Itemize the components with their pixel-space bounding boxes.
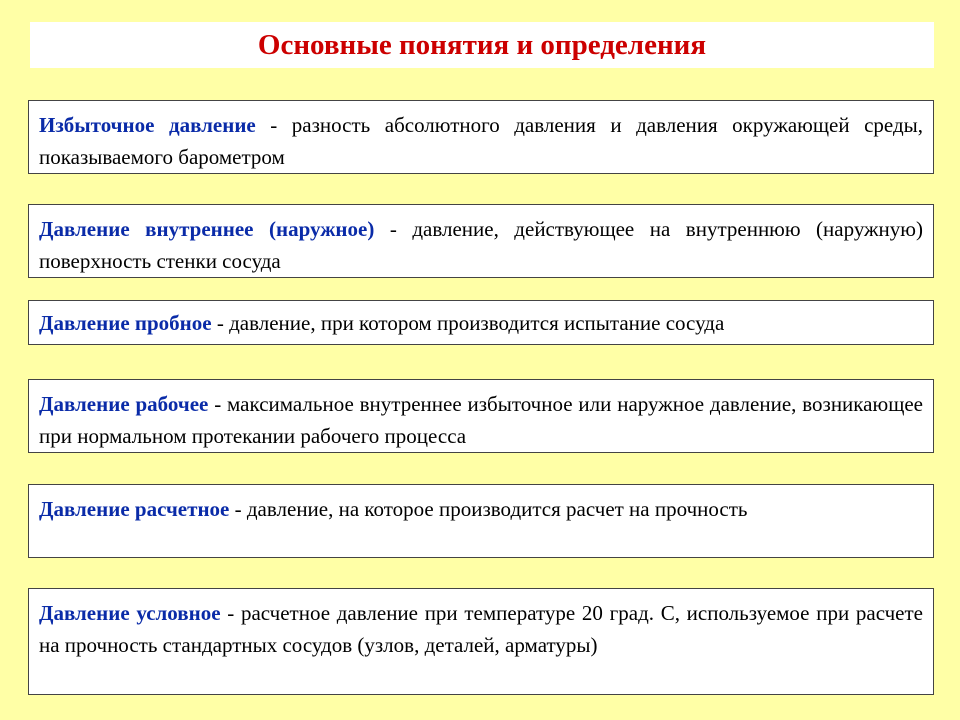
definition-term: Давление расчетное <box>39 497 230 521</box>
definition-term: Давление пробное <box>39 311 212 335</box>
definition-text: - давление, при котором производится испытание сосуда <box>211 311 725 335</box>
definition-test-pressure <box>28 300 934 345</box>
page-title: Основные понятия и определения <box>257 28 707 61</box>
definition-text: - расчетное давление при температуре 20 град. С, используемое при расчете на прочность стандартных сосудов (узлов, деталей, арматуры) <box>39 601 923 657</box>
definition-text: - давление, действующее на внутреннюю (наружную) поверхность стенки сосуда <box>39 217 923 273</box>
definition-text: - максимальное внутреннее избыточное или наружное давление, возникающее при нормальном протекании рабочего процесса <box>39 392 924 448</box>
definition-text: - давление, на которое производится расчет на прочность <box>229 497 748 521</box>
definition-design-pressure <box>28 484 934 558</box>
title-bar <box>30 22 934 68</box>
definition-working-pressure <box>28 379 934 453</box>
definition-term: Избыточное давление <box>39 113 256 137</box>
definition-excess-pressure <box>28 100 934 174</box>
definition-internal-external-pressure <box>28 204 934 278</box>
definition-text: - разность абсолютного давления и давления окружающей среды, показываемого барометром <box>39 113 923 169</box>
definition-nominal-pressure <box>28 588 934 695</box>
definition-term: Давление рабочее <box>39 392 209 416</box>
definition-term: Давление внутреннее (наружное) <box>39 217 375 241</box>
definition-term: Давление условное <box>39 601 221 625</box>
